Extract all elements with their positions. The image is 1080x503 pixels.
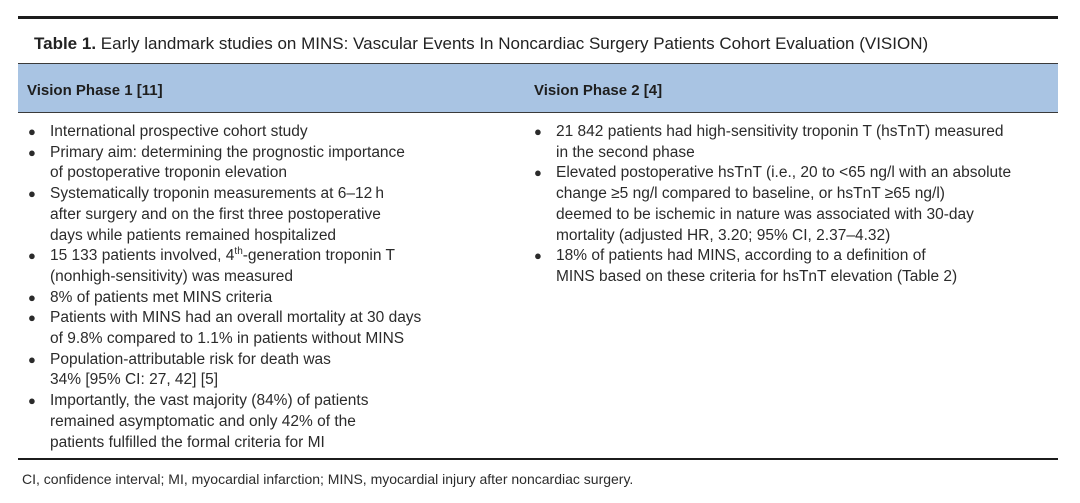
bullet-icon: ● [28, 186, 36, 202]
bullet-icon: ● [28, 310, 36, 326]
list-item: ● Elevated postoperative hsTnT (i.e., 20 to <65 ng/l with an absolute change ≥5 ng/l compared to baseline, or hsTnT ≥65 ng/l) deemed to be ischemic in nature was associated with 30-day mortality (adjusted HR, 3.20; 95% CI, 2.37–4.32) [534, 164, 1012, 244]
table-top-rule [18, 16, 1058, 19]
phase-1-list [22, 122, 492, 453]
list-item: ● Population-attributable risk for death was 34% [95% CI: 27, 42] [5] [28, 350, 331, 389]
bullet-icon: ● [28, 124, 36, 139]
table-caption [34, 33, 1054, 55]
list-item: ● International prospective cohort study [22, 122, 492, 143]
bullet-icon: ● [28, 289, 36, 305]
bullet-icon: ● [534, 124, 542, 139]
list-item: ● Importantly, the vast majority (84%) of patients remained asymptomatic and only 42% of the patients fulfilled the formal criteria for MI [28, 392, 369, 451]
table-caption-text: Early landmark studies on MINS: Vascular Events In Noncardiac Surgery Patients Cohort Evaluation (VISION) [100, 34, 929, 53]
bullet-icon: ● [534, 248, 542, 264]
list-item: ● Patients with MINS had an overall mortality at 30 days of 9.8% compared to 1.1% in patients without MINS [28, 309, 422, 348]
bullet-icon: ● [28, 144, 36, 160]
list-item: ● 21 842 patients had high-sensitivity troponin T (hsTnT) measured in the second phase [534, 123, 1004, 161]
table-footnote: CI, confidence interval; MI, myocardial infarction; MINS, myocardial injury after noncardiac surgery. [22, 471, 634, 487]
table-label: Table 1. [34, 34, 97, 53]
bullet-icon: ● [534, 165, 542, 181]
phase-2-list [528, 122, 1058, 288]
list-item: ● 15 133 patients involved, 4th-generation troponin T (nonhigh-sensitivity) was measured [28, 246, 395, 285]
list-item: ● Primary aim: determining the prognostic importance of postoperative troponin elevation [28, 143, 405, 182]
column-header-phase-1: Vision Phase 1 [11] [27, 82, 163, 99]
table-bottom-rule [18, 458, 1058, 460]
bullet-icon: ● [28, 248, 36, 264]
list-item: ● Systematically troponin measurements at 6–12 h after surgery and on the first three postoperative days while patients remained hospitalized [28, 185, 384, 244]
column-header-phase-2: Vision Phase 2 [4] [534, 82, 663, 99]
list-item: ● 8% of patients met MINS criteria [22, 288, 492, 309]
bullet-icon: ● [28, 351, 36, 367]
bullet-icon: ● [28, 393, 36, 409]
list-item: ● 18% of patients had MINS, according to a definition of MINS based on these criteria for hsTnT elevation (Table 2) [534, 247, 958, 285]
